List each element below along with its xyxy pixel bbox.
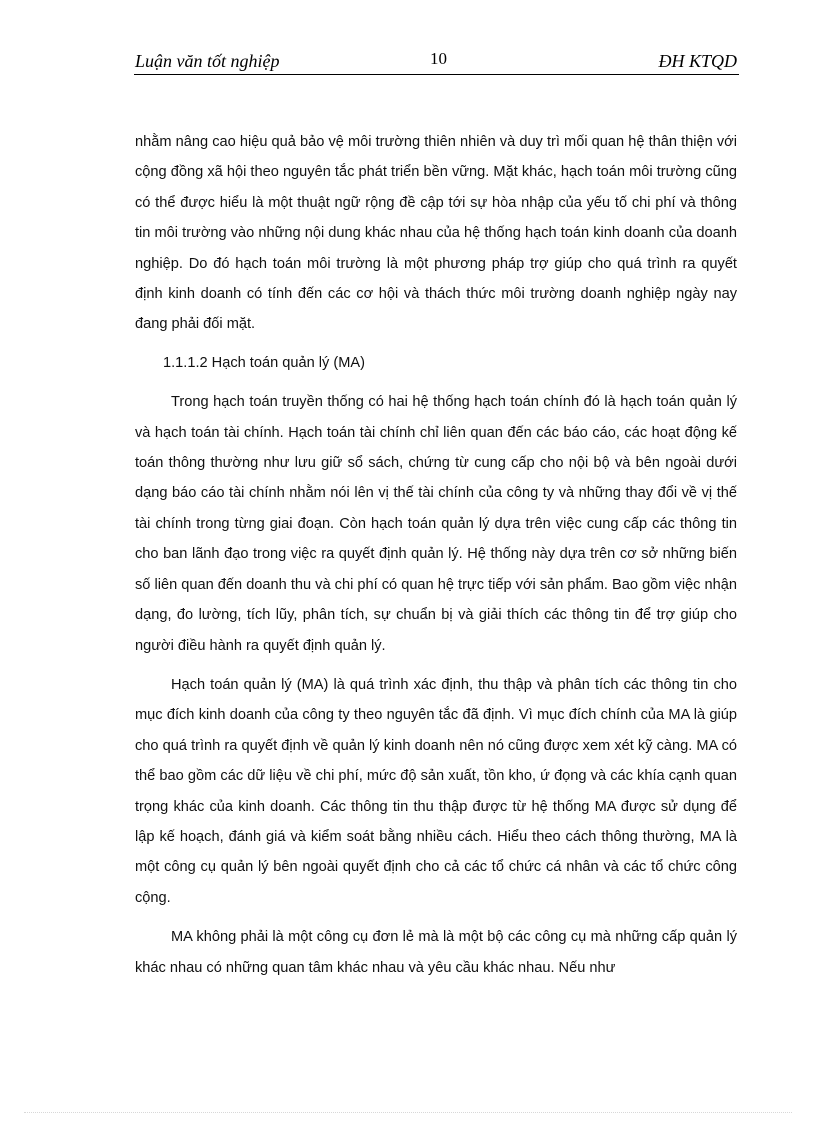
paragraph-4: MA không phải là một công cụ đơn lẻ mà là một bộ các công cụ mà những cấp quản lý khác nhau có những quan tâm khác nhau và yêu cầu khác nhau. Nếu như [135,929,737,976]
paragraph-1: nhằm nâng cao hiệu quả bảo vệ môi trường thiên nhiên và duy trì mối quan hệ thân thiện với cộng đồng xã hội theo nguyên tắc phát triển bền vững. Mặt khác, hạch toán môi trường cũng có thể được hiểu là một thuật ngữ rộng đề cập tới sự hòa nhập của yếu tố chi phí và thông tin môi trường vào những nội dung khác nhau của hệ thống hạch toán kinh doanh của doanh nghiệp. Do đó hạch toán môi trường là một phương pháp trợ giúp cho quá trình ra quyết định kinh doanh có tính đến các cơ hội và thách thức môi trường doanh nghiệp ngày nay đang phải đối mặt. [135,134,737,333]
paragraph-2: Trong hạch toán truyền thống có hai hệ thống hạch toán chính đó là hạch toán quản lý và hạch toán tài chính. Hạch toán tài chính chỉ liên quan đến các báo cáo, các hoạt động kế toán thông thường như lưu giữ sổ sách, chứng từ cung cấp cho nội bộ và bên ngoài dưới dạng báo cáo tài chính nhằm nói lên vị thế tài chính của công ty và những thay đổi về vị thế tài chính trong từng giai đoạn. Còn hạch toán quản lý dựa trên việc cung cấp các thông tin cho ban lãnh đạo trong việc ra quyết định quản lý. Hệ thống này dựa trên cơ sở những biến số liên quan đến doanh thu và chi phí có quan hệ trực tiếp với sản phẩm. Bao gồm việc nhận dạng, đo lường, tích lũy, phân tích, sự chuẩn bị và giải thích các thông tin để trợ giúp cho người điều hành ra quyết định quản lý. [135,394,737,654]
page-bottom-divider [24,1112,792,1113]
page-header [134,46,739,75]
header-thesis-label: Luận văn tốt nghiệp [135,51,280,71]
section-heading: 1.1.1.2 Hạch toán quản lý (MA) [163,354,365,371]
page-number: 10 [430,49,447,68]
paragraph-3: Hạch toán quản lý (MA) là quá trình xác định, thu thập và phân tích các thông tin cho mục đích kinh doanh của công ty theo nguyên tắc đã định. Vì mục đích chính của MA là giúp cho quá trình ra quyết định về quản lý kinh doanh nên nó cũng được xem xét kỹ càng. MA có thể bao gồm các dữ liệu về chi phí, mức độ sản xuất, tồn kho, ứ đọng và các khía cạnh quan trọng khác của kinh doanh. Các thông tin thu thập được từ hệ thống MA được sử dụng để lập kế hoạch, đánh giá và kiểm soát bằng nhiều cách. Hiểu theo cách thông thường, MA là một công cụ quản lý bên ngoài quyết định cho cả các tổ chức cá nhân và các tổ chức công cộng. [135,676,737,906]
document-body [135,127,737,983]
header-university-label: ĐH KTQD [658,51,737,71]
